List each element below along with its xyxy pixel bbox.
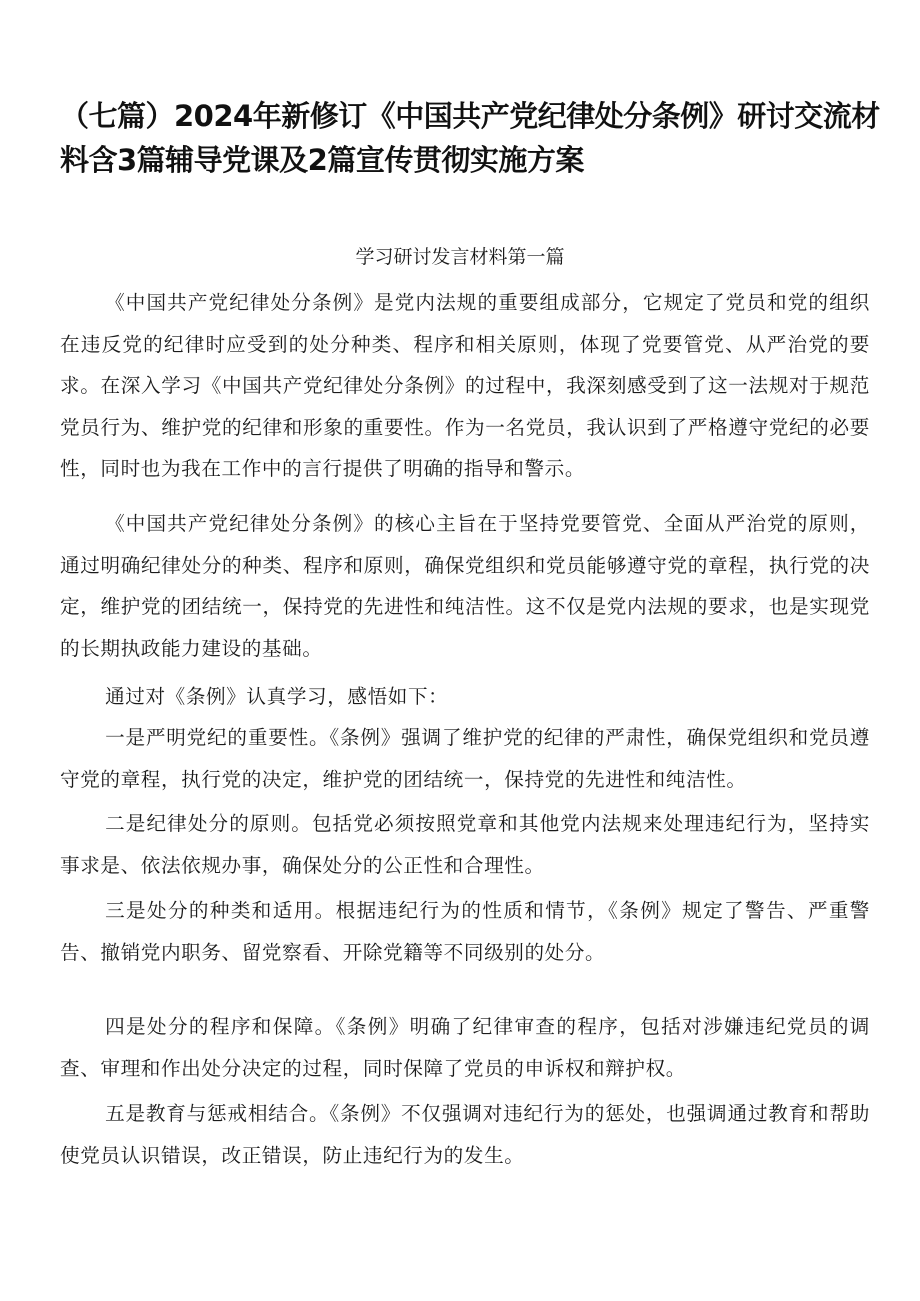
paragraph-core-purpose: 《中国共产党纪律处分条例》的核心主旨在于坚持党要管党、全面从严治党的原则，通过明确纪律处分的种类、程序和原则，确保党组织和党员能够遵守党的章程，执行党的决定，维护党的团结统一，保持党的先进性和纯洁性。这不仅是党内法规的要求，也是实现党的长期执政能力建设的基础。 [60, 512, 870, 660]
section-heading: 学习研讨发言材料第一篇 [355, 246, 565, 268]
paragraph-point-1: 一是严明党纪的重要性。《条例》强调了维护党的纪律的严肃性，确保党组织和党员遵守党的章程，执行党的决定，维护党的团结统一，保持党的先进性和纯洁性。 [60, 726, 870, 791]
paragraph-point-2: 二是纪律处分的原则。包括党必须按照党章和其他党内法规来处理违纪行为，坚持实事求是、依法依规办事，确保处分的公正性和合理性。 [60, 812, 870, 877]
paragraph-point-5: 五是教育与惩戒相结合。《条例》不仅强调对违纪行为的惩处，也强调通过教育和帮助使党员认识错误，改正错误，防止违纪行为的发生。 [60, 1102, 870, 1167]
document-title: （七篇）2024年新修订《中国共产党纪律处分条例》研讨交流材料含3篇辅导党课及2篇宣传贯彻实施方案 [60, 99, 880, 177]
paragraph-point-3: 三是处分的种类和适用。根据违纪行为的性质和情节，《条例》规定了警告、严重警告、撤销党内职务、留党察看、开除党籍等不同级别的处分。 [60, 899, 870, 964]
paragraph-point-4: 四是处分的程序和保障。《条例》明确了纪律审查的程序，包括对涉嫌违纪党员的调查、审理和作出处分决定的过程，同时保障了党员的申诉权和辩护权。 [60, 1015, 870, 1080]
paragraph-intro: 《中国共产党纪律处分条例》是党内法规的重要组成部分，它规定了党员和党的组织在违反党的纪律时应受到的处分种类、程序和相关原则，体现了党要管党、从严治党的要求。在深入学习《中国共产党纪律处分条例》的过程中，我深刻感受到了这一法规对于规范党员行为、维护党的纪律和形象的重要性。作为一名党员，我认识到了严格遵守党纪的必要性，同时也为我在工作中的言行提供了明确的指导和警示。 [60, 291, 870, 480]
paragraph-lead-in: 通过对《条例》认真学习，感悟如下： [105, 685, 449, 708]
